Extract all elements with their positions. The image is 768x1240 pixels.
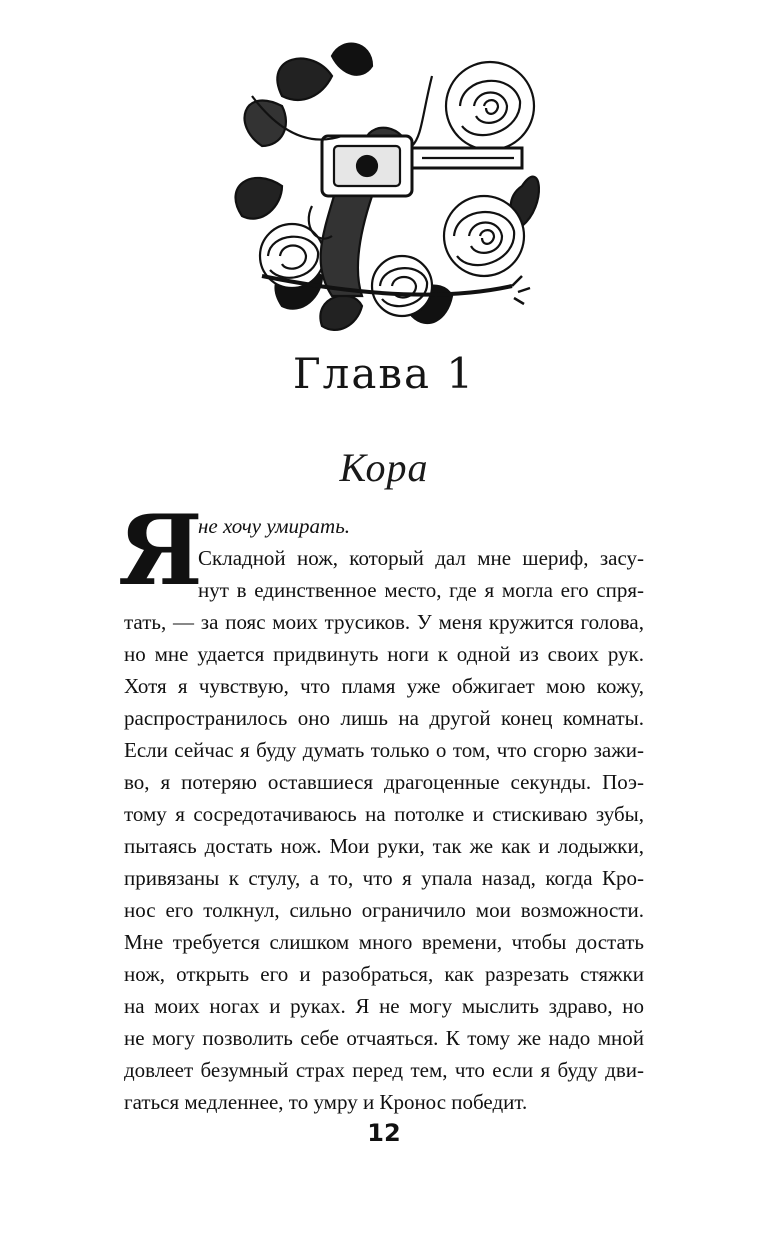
text-line: нут в единственное место, где я могла его спря- bbox=[198, 578, 644, 602]
text-line: Мне требуется слишком много времени, чтобы достать bbox=[124, 930, 644, 954]
text-line-italic: не хочу умирать. bbox=[198, 514, 351, 538]
text-line: на моих ногах и руках. Я не могу мыслить здраво, но bbox=[124, 994, 644, 1018]
text-line: нож, открыть его и разобраться, как разрезать стяжки bbox=[124, 962, 644, 986]
text-line: во, я потеряю оставшиеся драгоценные секунды. Поэ- bbox=[124, 770, 644, 794]
narrator-heading: Кора bbox=[339, 445, 429, 490]
text-line: распространилось оно лишь на другой конец комнаты. bbox=[124, 706, 644, 730]
text-line: нос его толкнул, сильно ограничило мои возможности. bbox=[124, 898, 644, 922]
revolver-roses-illustration-icon bbox=[222, 36, 550, 344]
text-line: тому я сосредотачиваюсь на потолке и стискиваю зубы, bbox=[124, 802, 644, 826]
text-line: тать, — за пояс моих трусиков. У меня кружится голова, bbox=[124, 610, 644, 634]
drop-cap: Я bbox=[118, 494, 203, 607]
text-line: гаться медленнее, то умру и Кронос победит. bbox=[124, 1090, 528, 1114]
text-line: не могу позволить себе отчаяться. К тому же надо мной bbox=[124, 1026, 644, 1050]
text-line: но мне удается придвинуть ноги к одной из своих рук. bbox=[124, 642, 644, 666]
text-line: довлеет безумный страх перед тем, что если я буду дви- bbox=[124, 1058, 644, 1082]
text-line: пытаясь достать нож. Мои руки, так же как и лодыжки, bbox=[124, 834, 644, 858]
text-line: Складной нож, который дал мне шериф, засу- bbox=[198, 546, 644, 570]
text-line: привязаны к стулу, а то, что я упала назад, когда Кро- bbox=[124, 866, 644, 890]
text-line: Хотя я чувствую, что пламя уже обжигает мою кожу, bbox=[124, 674, 644, 698]
chapter-title: Глава 1 bbox=[292, 349, 476, 398]
text-line: Если сейчас я буду думать только о том, что сгорю зажи- bbox=[124, 738, 644, 762]
page-number: 12 bbox=[367, 1119, 401, 1147]
